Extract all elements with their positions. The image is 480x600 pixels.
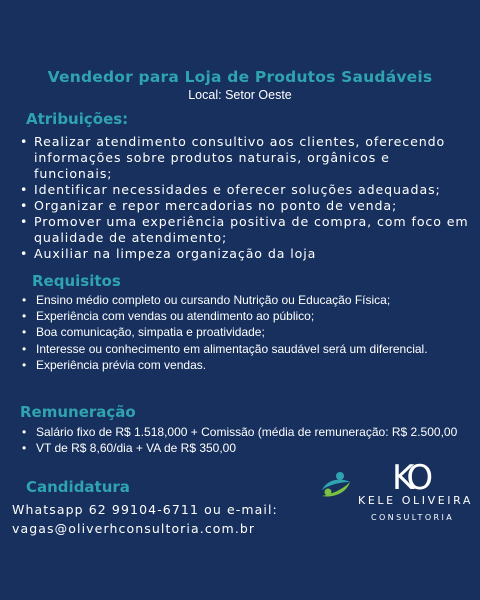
list-item: • Experiência prévia com vendas. — [22, 357, 467, 373]
candidatura-heading: Candidatura — [26, 478, 130, 496]
list-item: • Auxiliar na limpeza organização da loja — [20, 246, 472, 262]
brand-subtitle: CONSULTORIA — [371, 513, 455, 522]
requisitos-heading: Requisitos — [32, 272, 121, 290]
list-item: • Interesse ou conhecimento em alimentação saudável será um diferencial. — [22, 341, 467, 357]
list-item: • Organizar e repor mercadorias no ponto de venda; — [20, 198, 472, 214]
list-item: • Identificar necessidades e oferecer soluções adequadas; — [20, 182, 472, 198]
contact-email[interactable]: vagas@oliverhconsultoria.com.br — [12, 521, 256, 536]
list-item: • Promover uma experiência positiva de compra, com foco em qualidade de atendimento; — [20, 214, 472, 246]
requisitos-list — [22, 292, 467, 373]
job-title: Vendedor para Loja de Produtos Saudáveis — [47, 68, 433, 86]
list-item: • Realizar atendimento consultivo aos clientes, oferecendo informações sobre produtos naturais, orgânicos e funcionais; — [20, 134, 472, 182]
contact-info — [12, 500, 278, 538]
remuneracao-heading: Remuneração — [20, 403, 136, 421]
people-circle-icon — [318, 468, 354, 502]
brand-name: KELE OLIVEIRA — [358, 494, 474, 507]
contact-phone[interactable]: Whatsapp 62 99104-6711 ou e-mail: — [12, 502, 278, 517]
list-item: • Ensino médio completo ou cursando Nutrição ou Educação Física; — [22, 292, 467, 308]
remuneracao-list — [22, 424, 467, 456]
brand-monogram: KO — [392, 458, 428, 498]
atribuicoes-list — [20, 134, 472, 262]
atribuicoes-heading: Atribuições: — [26, 110, 129, 128]
list-item: • Experiência com vendas ou atendimento ao público; — [22, 308, 467, 324]
job-location: Local: Setor Oeste — [188, 88, 292, 102]
list-item: • Boa comunicação, simpatia e proatividade; — [22, 324, 467, 340]
list-item: • Salário fixo de R$ 1.518,000 + Comissão (média de remuneração: R$ 2.500,00 — [22, 424, 467, 440]
list-item: • VT de R$ 8,60/dia + VA de R$ 350,00 — [22, 440, 467, 456]
